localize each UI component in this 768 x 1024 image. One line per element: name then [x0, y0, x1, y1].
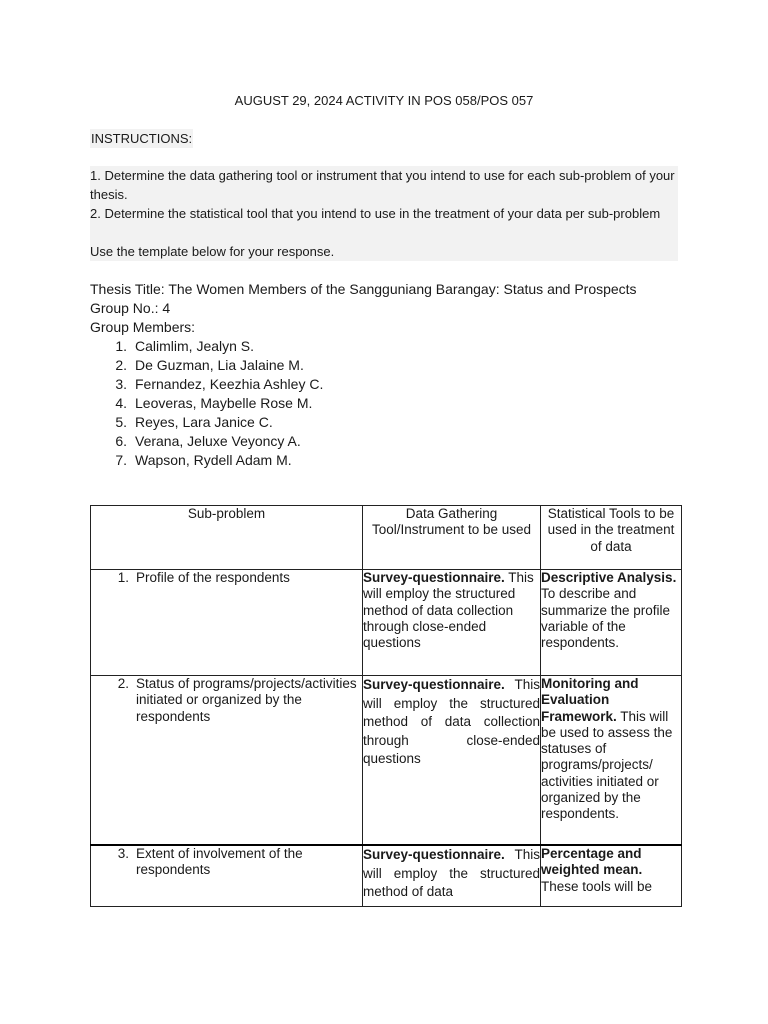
list-number: 1. — [115, 338, 127, 354]
member-name: Leoveras, Maybelle Rose M. — [135, 395, 313, 411]
group-members-label: Group Members: — [90, 319, 196, 335]
response-table — [90, 505, 682, 907]
list-item — [90, 394, 690, 413]
subproblem-text: Extent of involvement of the respondents — [136, 846, 303, 878]
instructions-block — [90, 166, 678, 261]
subproblem-cell — [91, 676, 363, 846]
subproblem-text: Profile of the respondents — [136, 570, 290, 585]
table-row — [91, 570, 682, 676]
group-number: Group No.: 4 — [90, 300, 171, 316]
document-title: AUGUST 29, 2024 ACTIVITY IN POS 058/POS 057 — [234, 93, 534, 108]
list-item — [90, 337, 690, 356]
list-number: 6. — [115, 433, 127, 449]
member-name: De Guzman, Lia Jalaine M. — [135, 357, 304, 373]
list-number: 4. — [115, 395, 127, 411]
member-name: Reyes, Lara Janice C. — [135, 414, 273, 430]
stat-cell — [541, 570, 682, 676]
thesis-info — [90, 280, 690, 470]
thesis-title: Thesis Title: The Women Members of the Sangguniang Barangay: Status and Prospects — [90, 281, 637, 297]
member-name: Calimlim, Jealyn S. — [135, 338, 255, 354]
member-name: Verana, Jeluxe Veyoncy A. — [135, 433, 301, 449]
stat-name: Percentage and weighted mean. — [541, 846, 643, 878]
tool-cell — [363, 845, 541, 907]
header-subproblem: Sub-problem — [91, 506, 363, 570]
subproblem-number: 2. — [117, 676, 129, 691]
stat-cell — [541, 676, 682, 846]
table-row — [91, 676, 682, 846]
subproblem-text: Status of programs/projects/activities initiated or organized by the respondents — [136, 676, 357, 724]
stat-name: Monitoring and Evaluation Framework. — [541, 676, 639, 724]
instructions-spacer — [90, 223, 678, 242]
member-name: Wapson, Rydell Adam M. — [135, 452, 292, 468]
table-header-row — [91, 506, 682, 570]
tool-name: Survey-questionnaire. — [363, 570, 505, 585]
instruction-item-2: 2. Determine the statistical tool that you intend to use in the treatment of your data per sub-problem — [90, 206, 661, 221]
list-item — [90, 375, 690, 394]
list-item — [90, 413, 690, 432]
subproblem-cell — [91, 570, 363, 676]
stat-description: These tools will be — [541, 878, 653, 894]
tool-name: Survey-questionnaire. — [363, 677, 505, 692]
header-statistical-tools: Statistical Tools to be used in the treatment of data — [541, 506, 682, 570]
stat-cell — [541, 845, 682, 907]
tool-cell — [363, 570, 541, 676]
list-item — [90, 432, 690, 451]
subproblem-number: 1. — [117, 570, 129, 585]
tool-description: This will employ the structured method of data — [363, 847, 540, 899]
tool-cell — [363, 676, 541, 846]
list-item — [90, 451, 690, 470]
stat-description: This will be used to assess the statuses of programs/projects/ activities initiated or organized by the respondents. — [541, 708, 673, 822]
list-number: 2. — [115, 357, 127, 373]
stat-description: To describe and summarize the profile variable of the respondents. — [541, 586, 671, 651]
instruction-item-1: 1. Determine the data gathering tool or instrument that you intend to use for each sub-problem of your thesis. — [90, 168, 675, 202]
list-number: 7. — [115, 452, 127, 468]
group-members-list — [90, 337, 690, 470]
list-item — [90, 356, 690, 375]
header-data-gathering: Data Gathering Tool/Instrument to be used — [363, 506, 541, 570]
subproblem-cell — [91, 845, 363, 907]
list-number: 3. — [115, 376, 127, 392]
tool-description: This will employ the structured method of data collection through close-ended questions — [363, 677, 540, 766]
tool-name: Survey-questionnaire. — [363, 847, 505, 862]
tool-description: This will employ the structured method of data collection through close-ended questions — [363, 570, 534, 651]
subproblem-number: 3. — [117, 846, 129, 861]
template-note: Use the template below for your response. — [90, 244, 335, 259]
list-number: 5. — [115, 414, 127, 430]
instructions-label: INSTRUCTIONS: — [91, 131, 193, 146]
member-name: Fernandez, Keezhia Ashley C. — [135, 376, 324, 392]
stat-name: Descriptive Analysis. — [541, 570, 677, 585]
table-row — [91, 845, 682, 907]
